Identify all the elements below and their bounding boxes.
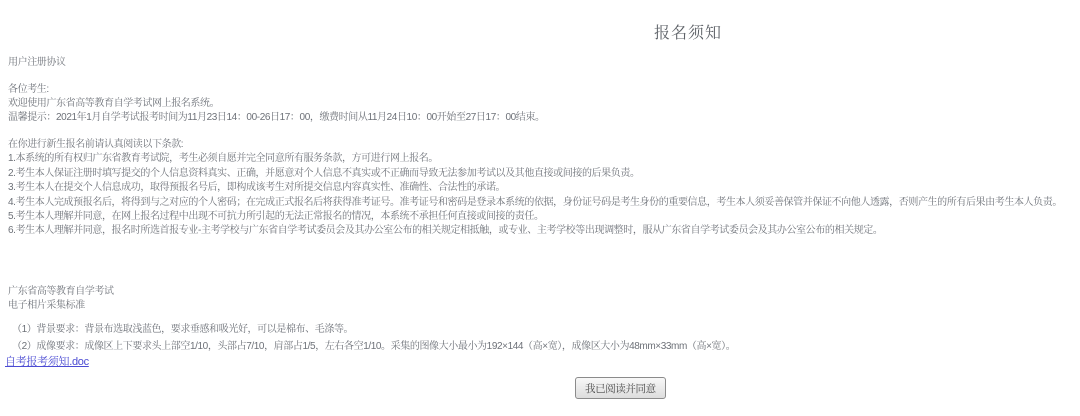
term-item-5: 5.考生本人理解并同意，在网上报名过程中出现不可抗力所引起的无法正常报名的情况，本系统不承担任何直接或间接的责任。 [8, 211, 544, 222]
agreement-welcome: 欢迎使用广东省高等教育自学考试网上报名系统。 [8, 98, 220, 109]
photo-standard-heading: 电子相片采集标准 [8, 300, 85, 311]
terms-intro: 在你进行新生报名前请认真阅读以下条款: [8, 139, 184, 150]
exam-notice-doc-link[interactable]: 自考报考须知.doc [5, 356, 89, 368]
agreement-notice: 温馨提示：2021年1月自学考试报考时间为11月23日14：00-26日17：00，缴费时间从11月24日10：00开始至27日17：00结束。 [8, 112, 545, 123]
term-item-6: 6.考生本人理解并同意，报名时所选首报专业-主考学校与广东省自学考试委员会及其办公室公布的相关规定相抵触，或专业、主考学校等出现调整时，服从广东省自学考试委员会及其办公室公布的相关规定。 [8, 225, 883, 236]
agreement-heading: 用户注册协议 [8, 57, 66, 68]
term-item-4: 4.考生本人完成预报名后，将得到与之对应的个人密码；在完成正式报名后将获得准考证号。准考证号和密码是登录本系统的依据，身份证号码是考生身份的重要信息，考生本人须妥善保管并保证不向他人透露，否则产生的所有后果由考生本人负责。 [8, 197, 1062, 208]
photo-standard-item-1: （1）背景要求：背景布选取浅蓝色，要求垂感和吸光好，可以是棉布、毛涤等。 [12, 324, 354, 335]
photo-standard-item-2-clipped: （2）成像要求：成像区上下要求头上部空1/10，头部占7/10，肩部占1/5，左右各空1/10。采集的图像大小最小为192×144（高×宽），成像区大小为48mm×33mm（高×宽）。 [12, 341, 736, 352]
photo-standard-org: 广东省高等教育自学考试 [8, 286, 114, 297]
agree-button[interactable]: 我已阅读并同意 [575, 377, 666, 399]
agreement-greeting: 各位考生: [8, 84, 49, 95]
page-title: 报名须知 [654, 25, 723, 42]
button-row [0, 377, 1080, 401]
term-item-1: 1.本系统的所有权归广东省教育考试院，考生必须自愿并完全同意所有服务条款，方可进行网上报名。 [8, 153, 438, 164]
term-item-2: 2.考生本人保证注册时填写提交的个人信息资料真实、正确，并愿意对个人信息不真实或不正确而导致无法参加考试以及其他直接或间接的后果负责。 [8, 168, 640, 179]
term-item-3: 3.考生本人在提交个人信息成功，取得预报名号后，即构成该考生对所提交信息内容真实性、准确性、合法性的承诺。 [8, 182, 506, 193]
